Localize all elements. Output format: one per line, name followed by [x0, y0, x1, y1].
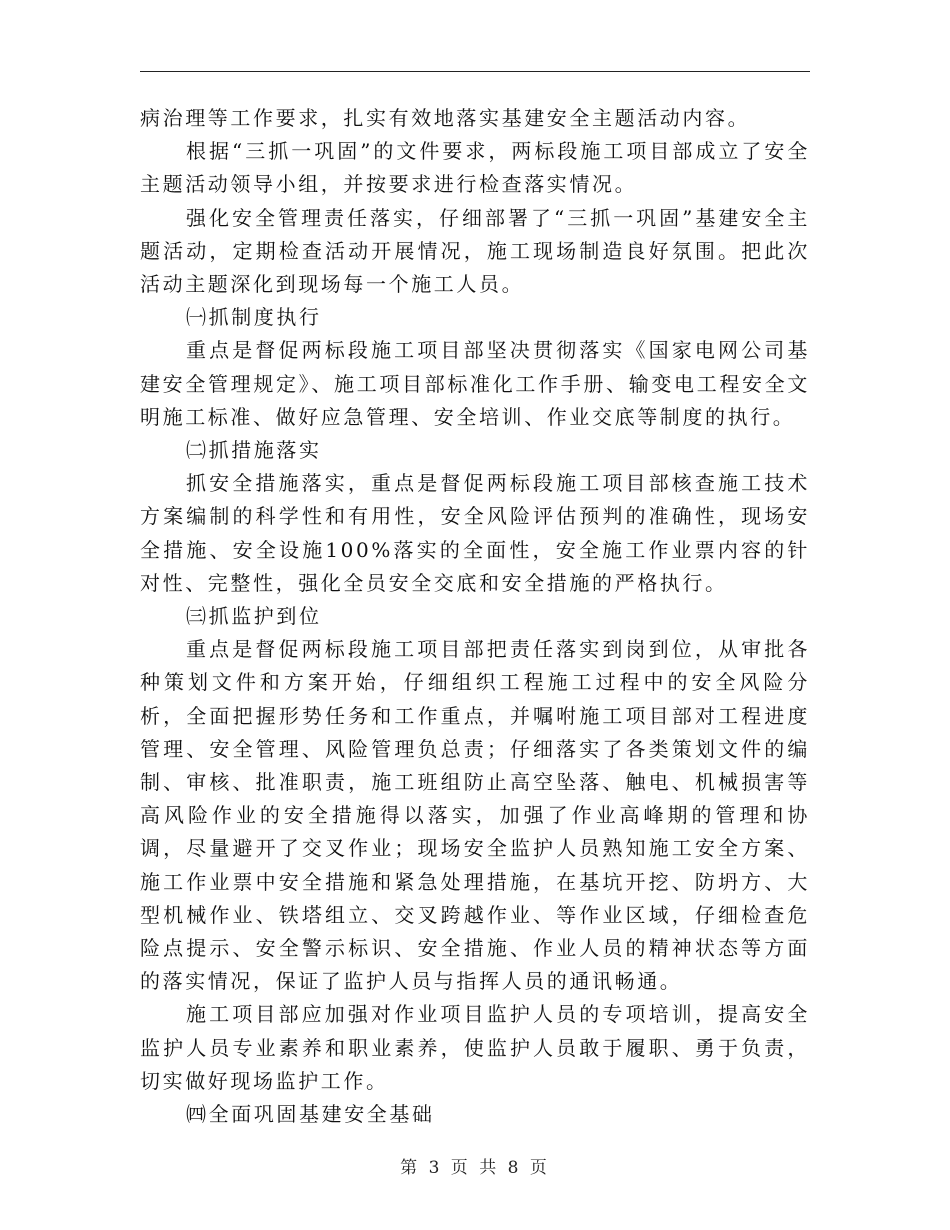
page-number: 第 3 页 共 8 页 — [400, 1158, 550, 1178]
section-heading-3: ㈢抓监护到位 — [186, 604, 322, 629]
header-rule — [140, 71, 810, 72]
paragraph: 施工项目部应加强对作业项目监护人员的专项培训，提高安全监护人员专业素养和职业素养，使监护人员敢于履职、勇于负责，切实做好现场监护工作。 — [140, 1002, 810, 1093]
paragraph: 重点是督促两标段施工项目部把责任落实到岗到位，从审批各种策划文件和方案开始，仔细组织工程施工过程中的安全风险分析，全面把握形势任务和工作重点，并嘱咐施工项目部对工程进度管理、安全管理、风险管理负总责；仔细落实了各类策划文件的编制、审核、批准职责，施工班组防止高空坠落、触电、机械损害等高风险作业的安全措施得以落实，加强了作业高峰期的管理和协调，尽量避开了交叉作业；现场安全监护人员熟知施工安全方案、施工作业票中安全措施和紧急处理措施，在基坑开挖、防坍方、大型机械作业、铁塔组立、交叉跨越作业、等作业区域，仔细检查危险点提示、安全警示标识、安全措施、作业人员的精神状态等方面的落实情况，保证了监护人员与指挥人员的通讯畅通。 — [140, 637, 810, 994]
paragraph-continuation: 病治理等工作要求，扎实有效地落实基建安全主题活动内容。 — [140, 106, 751, 130]
paragraph: 根据“三抓一巩固”的文件要求，两标段施工项目部成立了安全主题活动领导小组，并按要求进行检查落实情况。 — [140, 139, 810, 197]
section-heading-1: ㈠抓制度执行 — [186, 305, 322, 330]
document-body — [140, 102, 810, 1131]
section-heading-4: ㈣全面巩固基建安全基础 — [186, 1102, 435, 1127]
section-heading-2: ㈡抓措施落实 — [186, 438, 322, 463]
paragraph: 重点是督促两标段施工项目部坚决贯彻落实《国家电网公司基建安全管理规定》、施工项目部标准化工作手册、输变电工程安全文明施工标准、做好应急管理、安全培训、作业交底等制度的执行。 — [140, 338, 810, 429]
paragraph: 抓安全措施落实，重点是督促两标段施工项目部核查施工技术方案编制的科学性和有用性，安全风险评估预判的准确性，现场安全措施、安全设施100%落实的全面性，安全施工作业票内容的针对性、完整性，强化全员安全交底和安全措施的严格执行。 — [140, 471, 810, 595]
paragraph: 强化安全管理责任落实，仔细部署了“三抓一巩固”基建安全主题活动，定期检查活动开展情况，施工现场制造良好氛围。把此次活动主题深化到现场每一个施工人员。 — [140, 205, 810, 297]
